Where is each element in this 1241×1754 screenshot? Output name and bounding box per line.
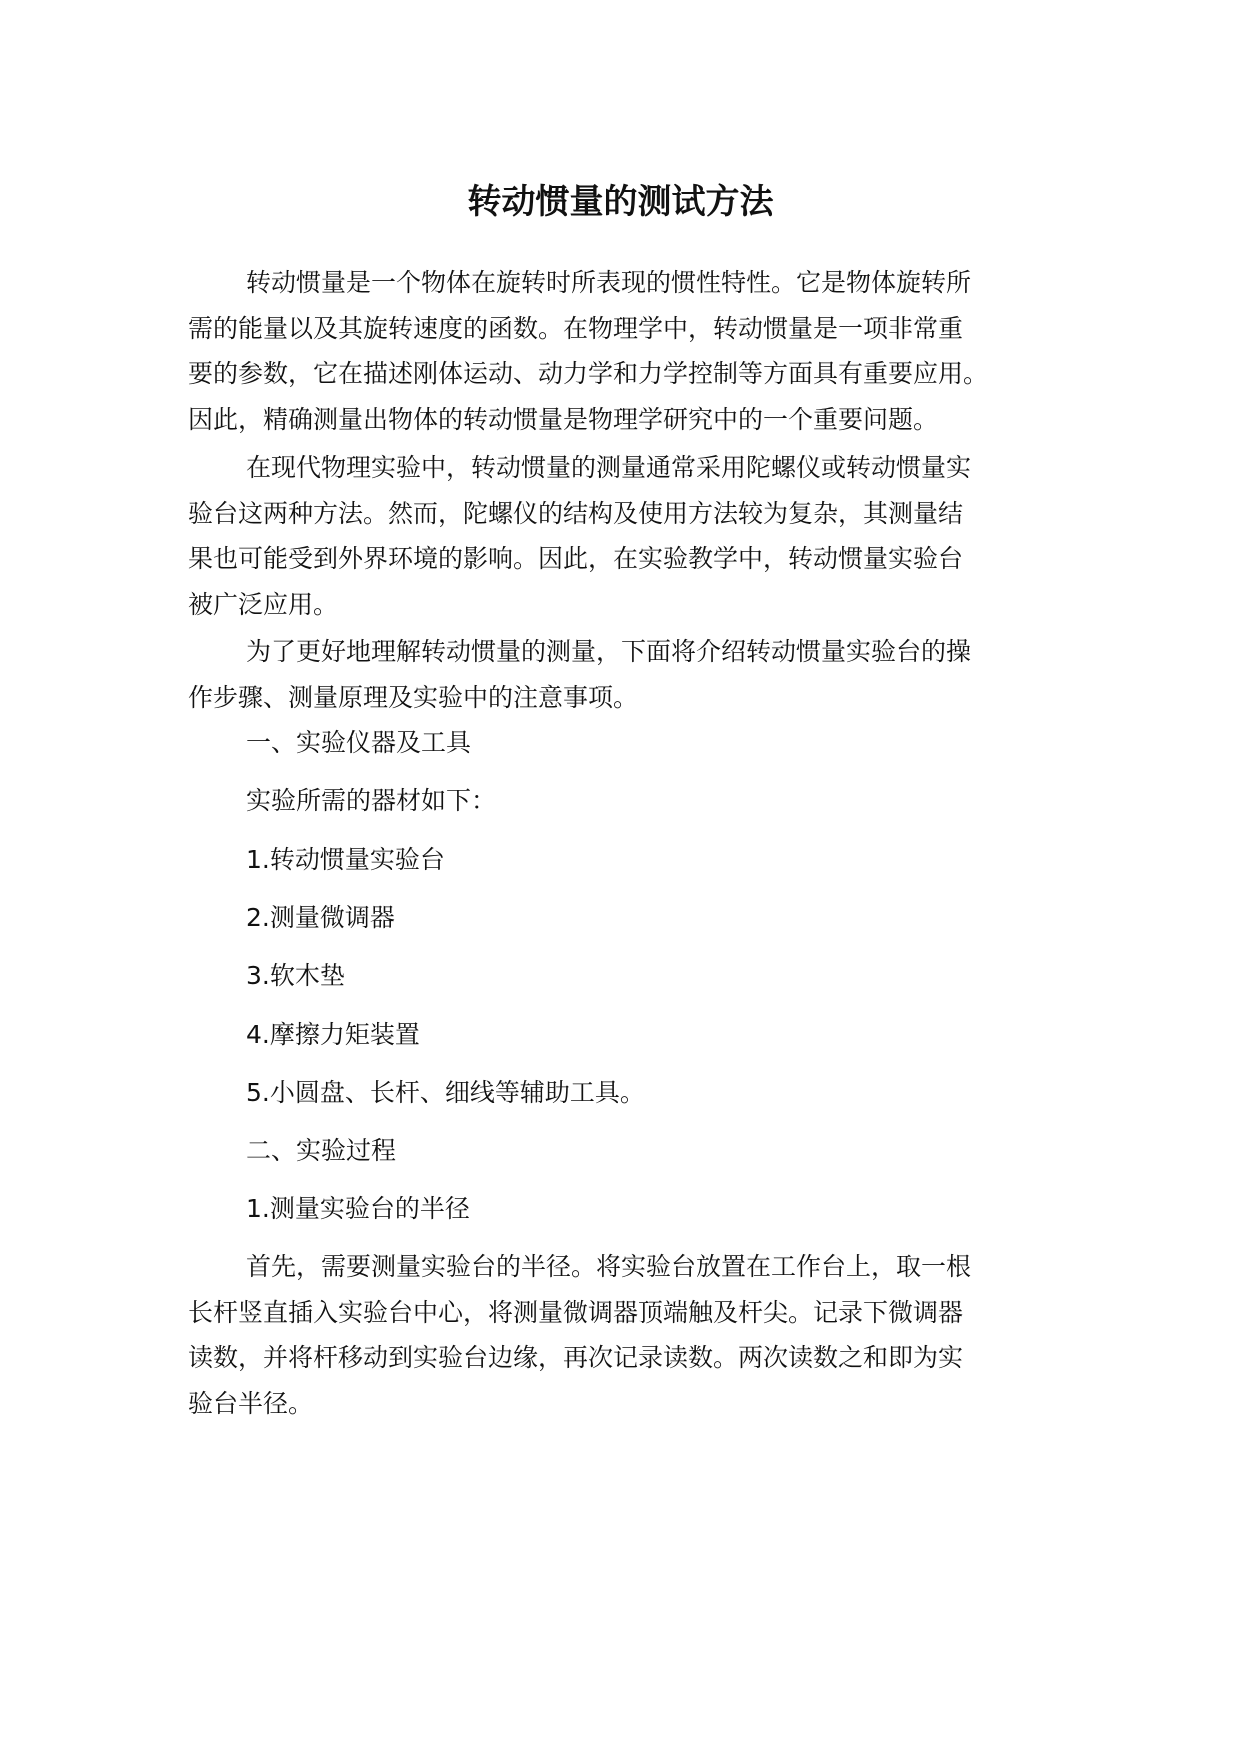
paragraph-line: 实验所需的器材如下： — [246, 786, 497, 815]
paragraph-line: 作步骤、测量原理及实验中的注意事项。 — [188, 682, 639, 712]
section-heading: 一、实验仪器及工具 — [246, 728, 472, 757]
list-item-2 — [188, 895, 1068, 941]
paragraph-line: 要的参数，它在描述刚体运动、动力学和力学控制等方面具有重要应用。 — [188, 359, 989, 388]
paragraph-line: 为了更好地理解转动惯量的测量，下面将介绍转动惯量实验台的操 — [246, 637, 972, 666]
paragraph-line: 在现代物理实验中，转动惯量的测量通常采用陀螺仪或转动惯量实 — [246, 453, 972, 482]
list-item: 5.小圆盘、长杆、细线等辅助工具。 — [246, 1078, 645, 1107]
paragraph-overview — [188, 629, 1068, 720]
list-item-5 — [188, 1070, 1068, 1116]
list-item: 4.摩擦力矩装置 — [246, 1020, 420, 1049]
page-title: 转动惯量的测试方法 — [467, 182, 774, 222]
list-item-3 — [188, 953, 1068, 999]
paragraph-line: 验台这两种方法。然而，陀螺仪的结构及使用方法较为复杂，其测量结 — [188, 498, 964, 528]
paragraph-methods — [188, 445, 1068, 627]
paragraph-radius-procedure — [188, 1244, 1068, 1426]
paragraph-line: 读数，并将杆移动到实验台边缘，再次记录读数。两次读数之和即为实 — [188, 1343, 964, 1372]
paragraph-line: 转动惯量是一个物体在旋转时所表现的惯性特性。它是物体旋转所 — [246, 268, 972, 297]
paragraph-line: 验台半径。 — [188, 1388, 314, 1418]
paragraph-line: 需的能量以及其旋转速度的函数。在物理学中，转动惯量是一项非常重 — [188, 313, 964, 343]
paragraph-line: 果也可能受到外界环境的影响。因此，在实验教学中，转动惯量实验台 — [188, 544, 964, 573]
list-item-1 — [188, 837, 1068, 883]
list-item: 1.转动惯量实验台 — [246, 845, 445, 874]
paragraph-line: 长杆竖直插入实验台中心，将测量微调器顶端触及杆尖。记录下微调器 — [188, 1297, 964, 1327]
paragraph-line: 被广泛应用。 — [188, 589, 339, 619]
subsection-heading: 1.测量实验台的半径 — [246, 1194, 470, 1223]
paragraph-equipment-intro — [188, 778, 1068, 824]
section-heading: 二、实验过程 — [246, 1136, 397, 1165]
paragraph-intro — [188, 260, 1068, 442]
list-item: 3.软木垫 — [246, 961, 345, 990]
subsection-heading-radius — [188, 1186, 1068, 1232]
section-heading-process — [188, 1128, 1068, 1174]
section-heading-equipment — [188, 720, 1068, 766]
list-item-4 — [188, 1012, 1068, 1058]
list-item: 2.测量微调器 — [246, 903, 395, 932]
paragraph-line: 首先，需要测量实验台的半径。将实验台放置在工作台上，取一根 — [246, 1252, 972, 1281]
paragraph-line: 因此，精确测量出物体的转动惯量是物理学研究中的一个重要问题。 — [188, 404, 939, 434]
